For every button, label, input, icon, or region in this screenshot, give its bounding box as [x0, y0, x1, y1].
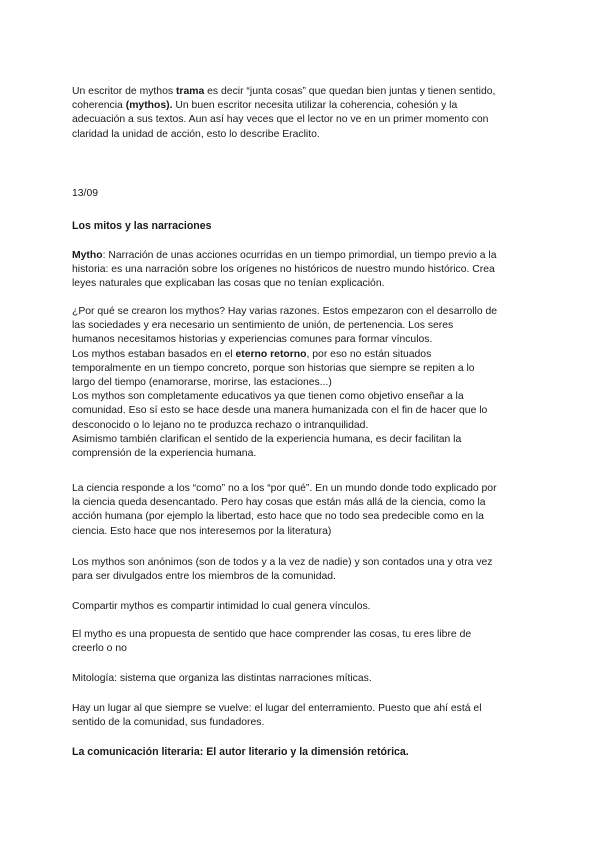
- term-trama: trama: [175, 86, 205, 97]
- section-heading-mitos: Los mitos y las narraciones: [72, 220, 212, 232]
- why-myths-paragraph: ¿Por qué se crearon los mythos? Hay varias razones. Estos empezaron con el desarrollo de las sociedades y era necesario un sentimiento de unión, de pertenencia. Los seres humanos necesitamos historias y experiencias comunes para formar vínculos. Los mythos estaban basados en el eterno retorno, por eso no están situados temporalmente en un tiempo concreto, porque son historias que siempre se repiten a lo largo del tiempo (enamorarse, morirse, las estaciones...) Los mythos son completamente educativos ya que tienen como objetivo enseñar a la comunidad. Eso sí esto se hace desde una manera humanizada con el fin de hacer que lo desconocido o lo lejano no te produzca rechazo o intranquilidad. Asimismo también clarifican el sentido de la experiencia humana, es decir facilitan la comprensión de la experiencia humana.: [72, 306, 498, 460]
- term-mythos: (mythos).: [125, 100, 173, 112]
- term-eterno-retorno: eterno retorno: [235, 348, 307, 360]
- propuesta-paragraph: El mytho es una propuesta de sentido que hace comprender las cosas, tu eres libre de creerlo o no: [72, 629, 472, 655]
- anonymous-myths-paragraph: Los mythos son anónimos (son de todos y a la vez de nadie) y son contados una y otra vez para ser divulgados entre los miembros de la comunidad.: [72, 557, 493, 583]
- date-label: 13/09: [72, 188, 99, 199]
- intro-paragraph: Un escritor de mythos trama es decir “junta cosas” que quedan bien juntas y tienen sentido, coherencia (mythos). Un buen escritor necesita utilizar la coherencia, cohesión y la adecuación a sus textos. Aun así hay veces que el lector no ve en un primer momento con claridad la unidad de acción, esto lo describe Eraclito.: [72, 86, 496, 140]
- mytho-definition-paragraph: Mytho: Narración de unas acciones ocurridas en un tiempo primordial, un tiempo previo a la historia: es una narración sobre los orígenes no históricos de nuestro mundo histórico. Crea leyes naturales que explicaban las cosas que no tenían explicación.: [72, 250, 497, 290]
- compartir-paragraph: Compartir mythos es compartir intimidad lo cual genera vínculos.: [72, 601, 371, 612]
- ciencia-paragraph: La ciencia responde a los “como” no a los “por qué”. En un mundo donde todo explicado por la ciencia queda desencantado. Pero hay cosas que están más allá de la ciencia, como la acción humana (por ejemplo la libertad, esto hace que no todo sea predecible como en la ciencia. Esto hace que nos interesemos por la literatura): [72, 483, 497, 537]
- lugar-paragraph: Hay un lugar al que siempre se vuelve: el lugar del enterramiento. Puesto que ahí está el sentido de la comunidad, sus fundadores.: [72, 703, 482, 729]
- mitologia-paragraph: Mitología: sistema que organiza las distintas narraciones míticas.: [72, 673, 372, 684]
- section-heading-comunicacion: La comunicación literaria: El autor literario y la dimensión retórica.: [72, 746, 409, 758]
- term-mytho: Mytho: [72, 250, 103, 261]
